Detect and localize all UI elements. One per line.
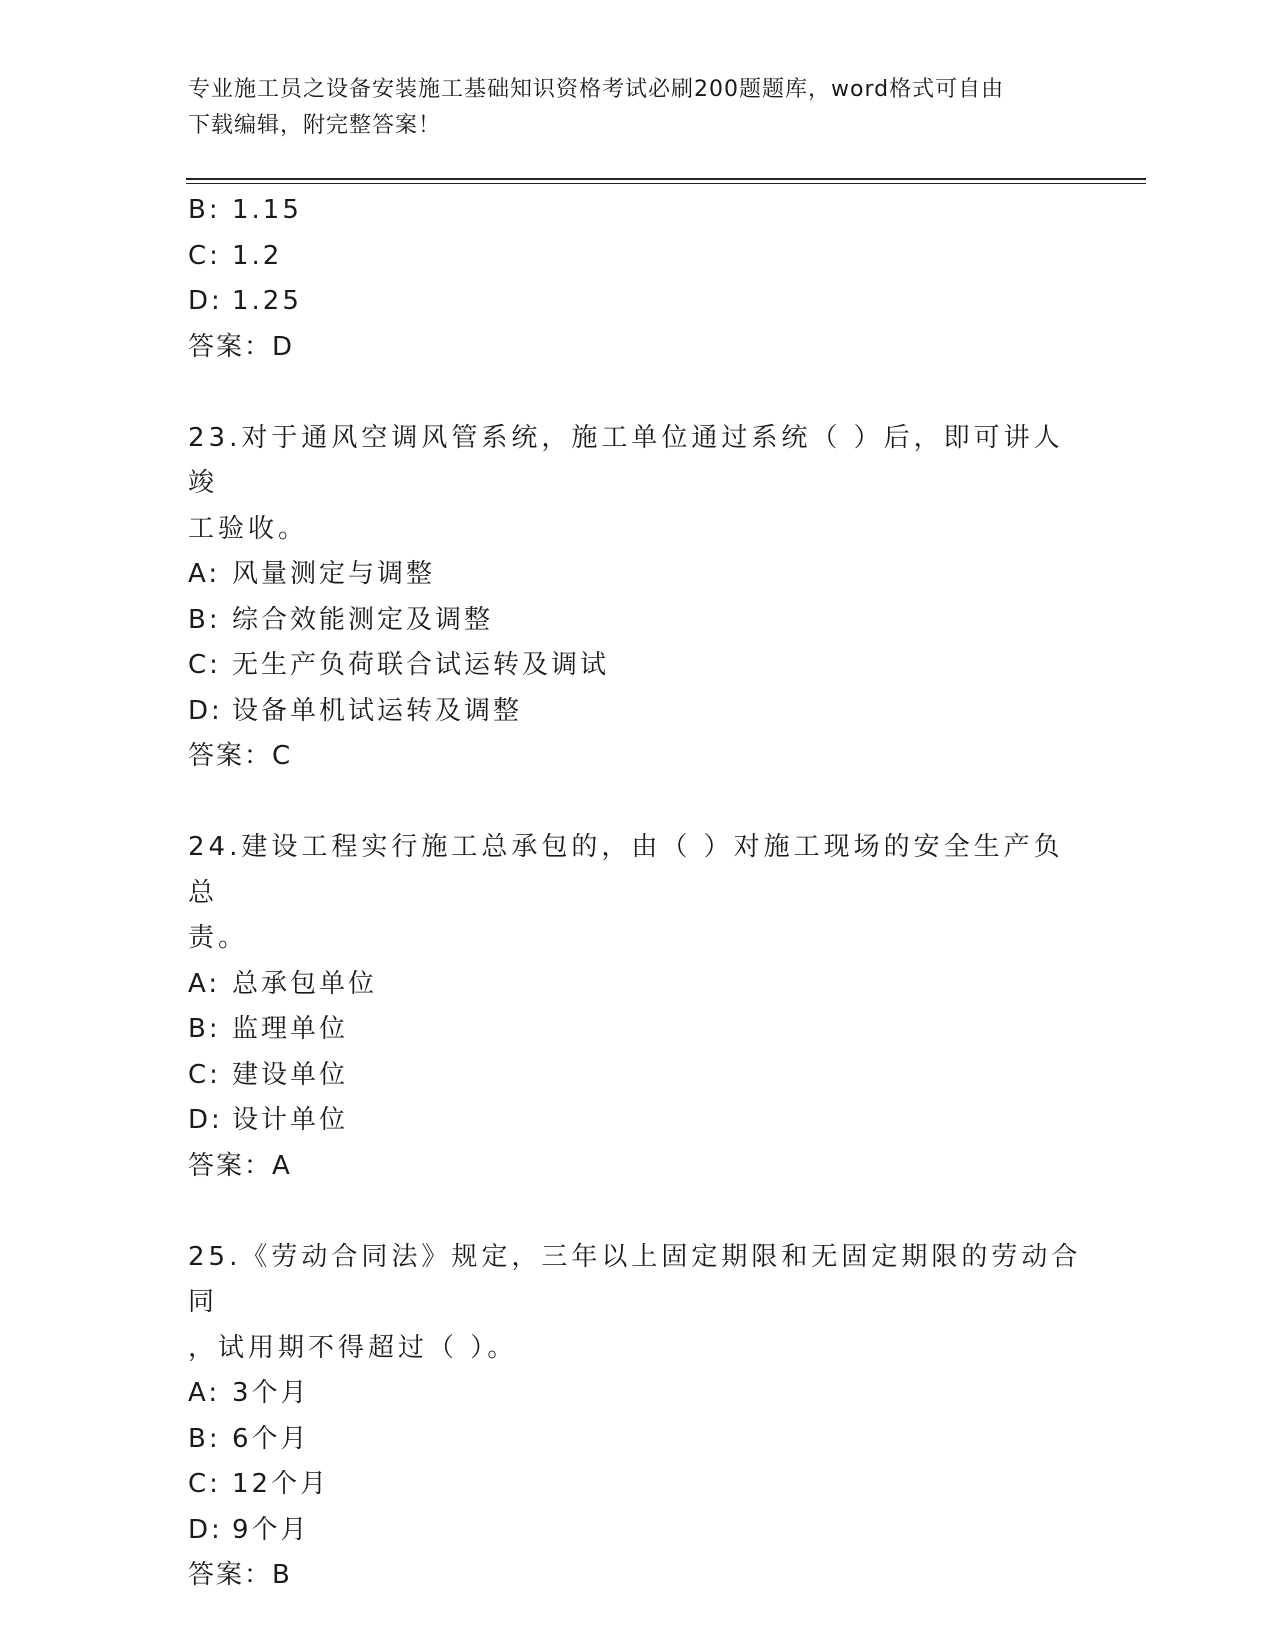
option-a: [188, 962, 1088, 1008]
option-b: [188, 1417, 1088, 1463]
option-text: 3个月: [232, 1378, 310, 1408]
option-text: 设备单机试运转及调整: [232, 695, 523, 726]
option-prefix: D:: [188, 1105, 223, 1135]
option-text: 风量测定与调整: [232, 559, 436, 589]
option-prefix: D:: [188, 695, 223, 726]
option-prefix: A:: [188, 559, 221, 589]
header-divider-thin: [186, 183, 1146, 184]
question-stem-line-1: 25.《劳动合同法》规定，三年以上固定期限和无固定期限的劳动合同: [188, 1241, 1082, 1317]
question-stem-line-2: ，试用期不得超过（ ）。: [188, 1332, 518, 1363]
answer-line: 答案：D: [188, 331, 295, 362]
option-prefix: A:: [188, 968, 221, 999]
option-d: [188, 279, 1088, 325]
option-c: [188, 1053, 1088, 1099]
option-text: 12个月: [232, 1469, 330, 1499]
answer-line: 答案：A: [188, 1150, 292, 1181]
option-prefix: B:: [188, 604, 221, 635]
option-b: [188, 1007, 1088, 1053]
question-spacer: [188, 1189, 1088, 1235]
option-text: 1.25: [232, 286, 302, 316]
header-divider-thick: [186, 178, 1146, 180]
question-stem-line-2: 工验收。: [188, 513, 309, 544]
question-stem-line-1: 23.对于通风空调风管系统，施工单位通过系统（ ）后，即可讲人竣: [188, 422, 1064, 498]
option-prefix: C:: [188, 1059, 221, 1090]
header-title-line-1: 专业施工员之设备安装施工基础知识资格考试必刷200题题库，word格式可自由: [188, 77, 1005, 102]
option-a: [188, 552, 1088, 598]
option-text: 建设单位: [232, 1059, 349, 1090]
option-text: 无生产负荷联合试运转及调试: [232, 650, 610, 680]
option-c: [188, 234, 1088, 280]
document-header: [188, 72, 1068, 144]
question-spacer: [188, 780, 1088, 826]
option-text: 总承包单位: [232, 968, 378, 999]
option-text: 综合效能测定及调整: [232, 604, 494, 635]
option-prefix: C:: [188, 1469, 221, 1499]
question-stem-line-1: 24.建设工程实行施工总承包的，由（ ）对施工现场的安全生产负总: [188, 832, 1064, 908]
answer-line: 答案：C: [188, 741, 293, 771]
option-prefix: C:: [188, 240, 221, 271]
option-text: 9个月: [232, 1514, 310, 1545]
option-b: [188, 188, 1088, 234]
header-title-line-2: 下载编辑，附完整答案！: [188, 113, 442, 138]
option-prefix: A:: [188, 1378, 221, 1408]
option-text: 设计单位: [232, 1105, 349, 1135]
option-c: [188, 1462, 1088, 1508]
option-prefix: B:: [188, 1014, 221, 1044]
question-spacer: [188, 370, 1088, 416]
option-d: [188, 1098, 1088, 1144]
option-b: [188, 598, 1088, 644]
option-text: 1.2: [232, 240, 283, 271]
question-25: [188, 1235, 1088, 1599]
option-prefix: B:: [188, 195, 221, 225]
question-23: [188, 416, 1088, 780]
question-stem-line-2: 责。: [188, 923, 249, 953]
option-text: 监理单位: [232, 1014, 349, 1044]
option-prefix: C:: [188, 650, 221, 680]
option-text: 6个月: [232, 1423, 310, 1454]
option-c: [188, 643, 1088, 689]
option-a: [188, 1371, 1088, 1417]
answer-line: 答案：B: [188, 1560, 292, 1590]
option-d: [188, 1508, 1088, 1554]
option-text: 1.15: [232, 195, 302, 225]
question-list: [188, 188, 1088, 1599]
question-22-tail: [188, 188, 1088, 370]
option-d: [188, 689, 1088, 735]
option-prefix: D:: [188, 286, 223, 316]
option-prefix: D:: [188, 1514, 223, 1545]
question-24: [188, 825, 1088, 1189]
option-prefix: B:: [188, 1423, 221, 1454]
